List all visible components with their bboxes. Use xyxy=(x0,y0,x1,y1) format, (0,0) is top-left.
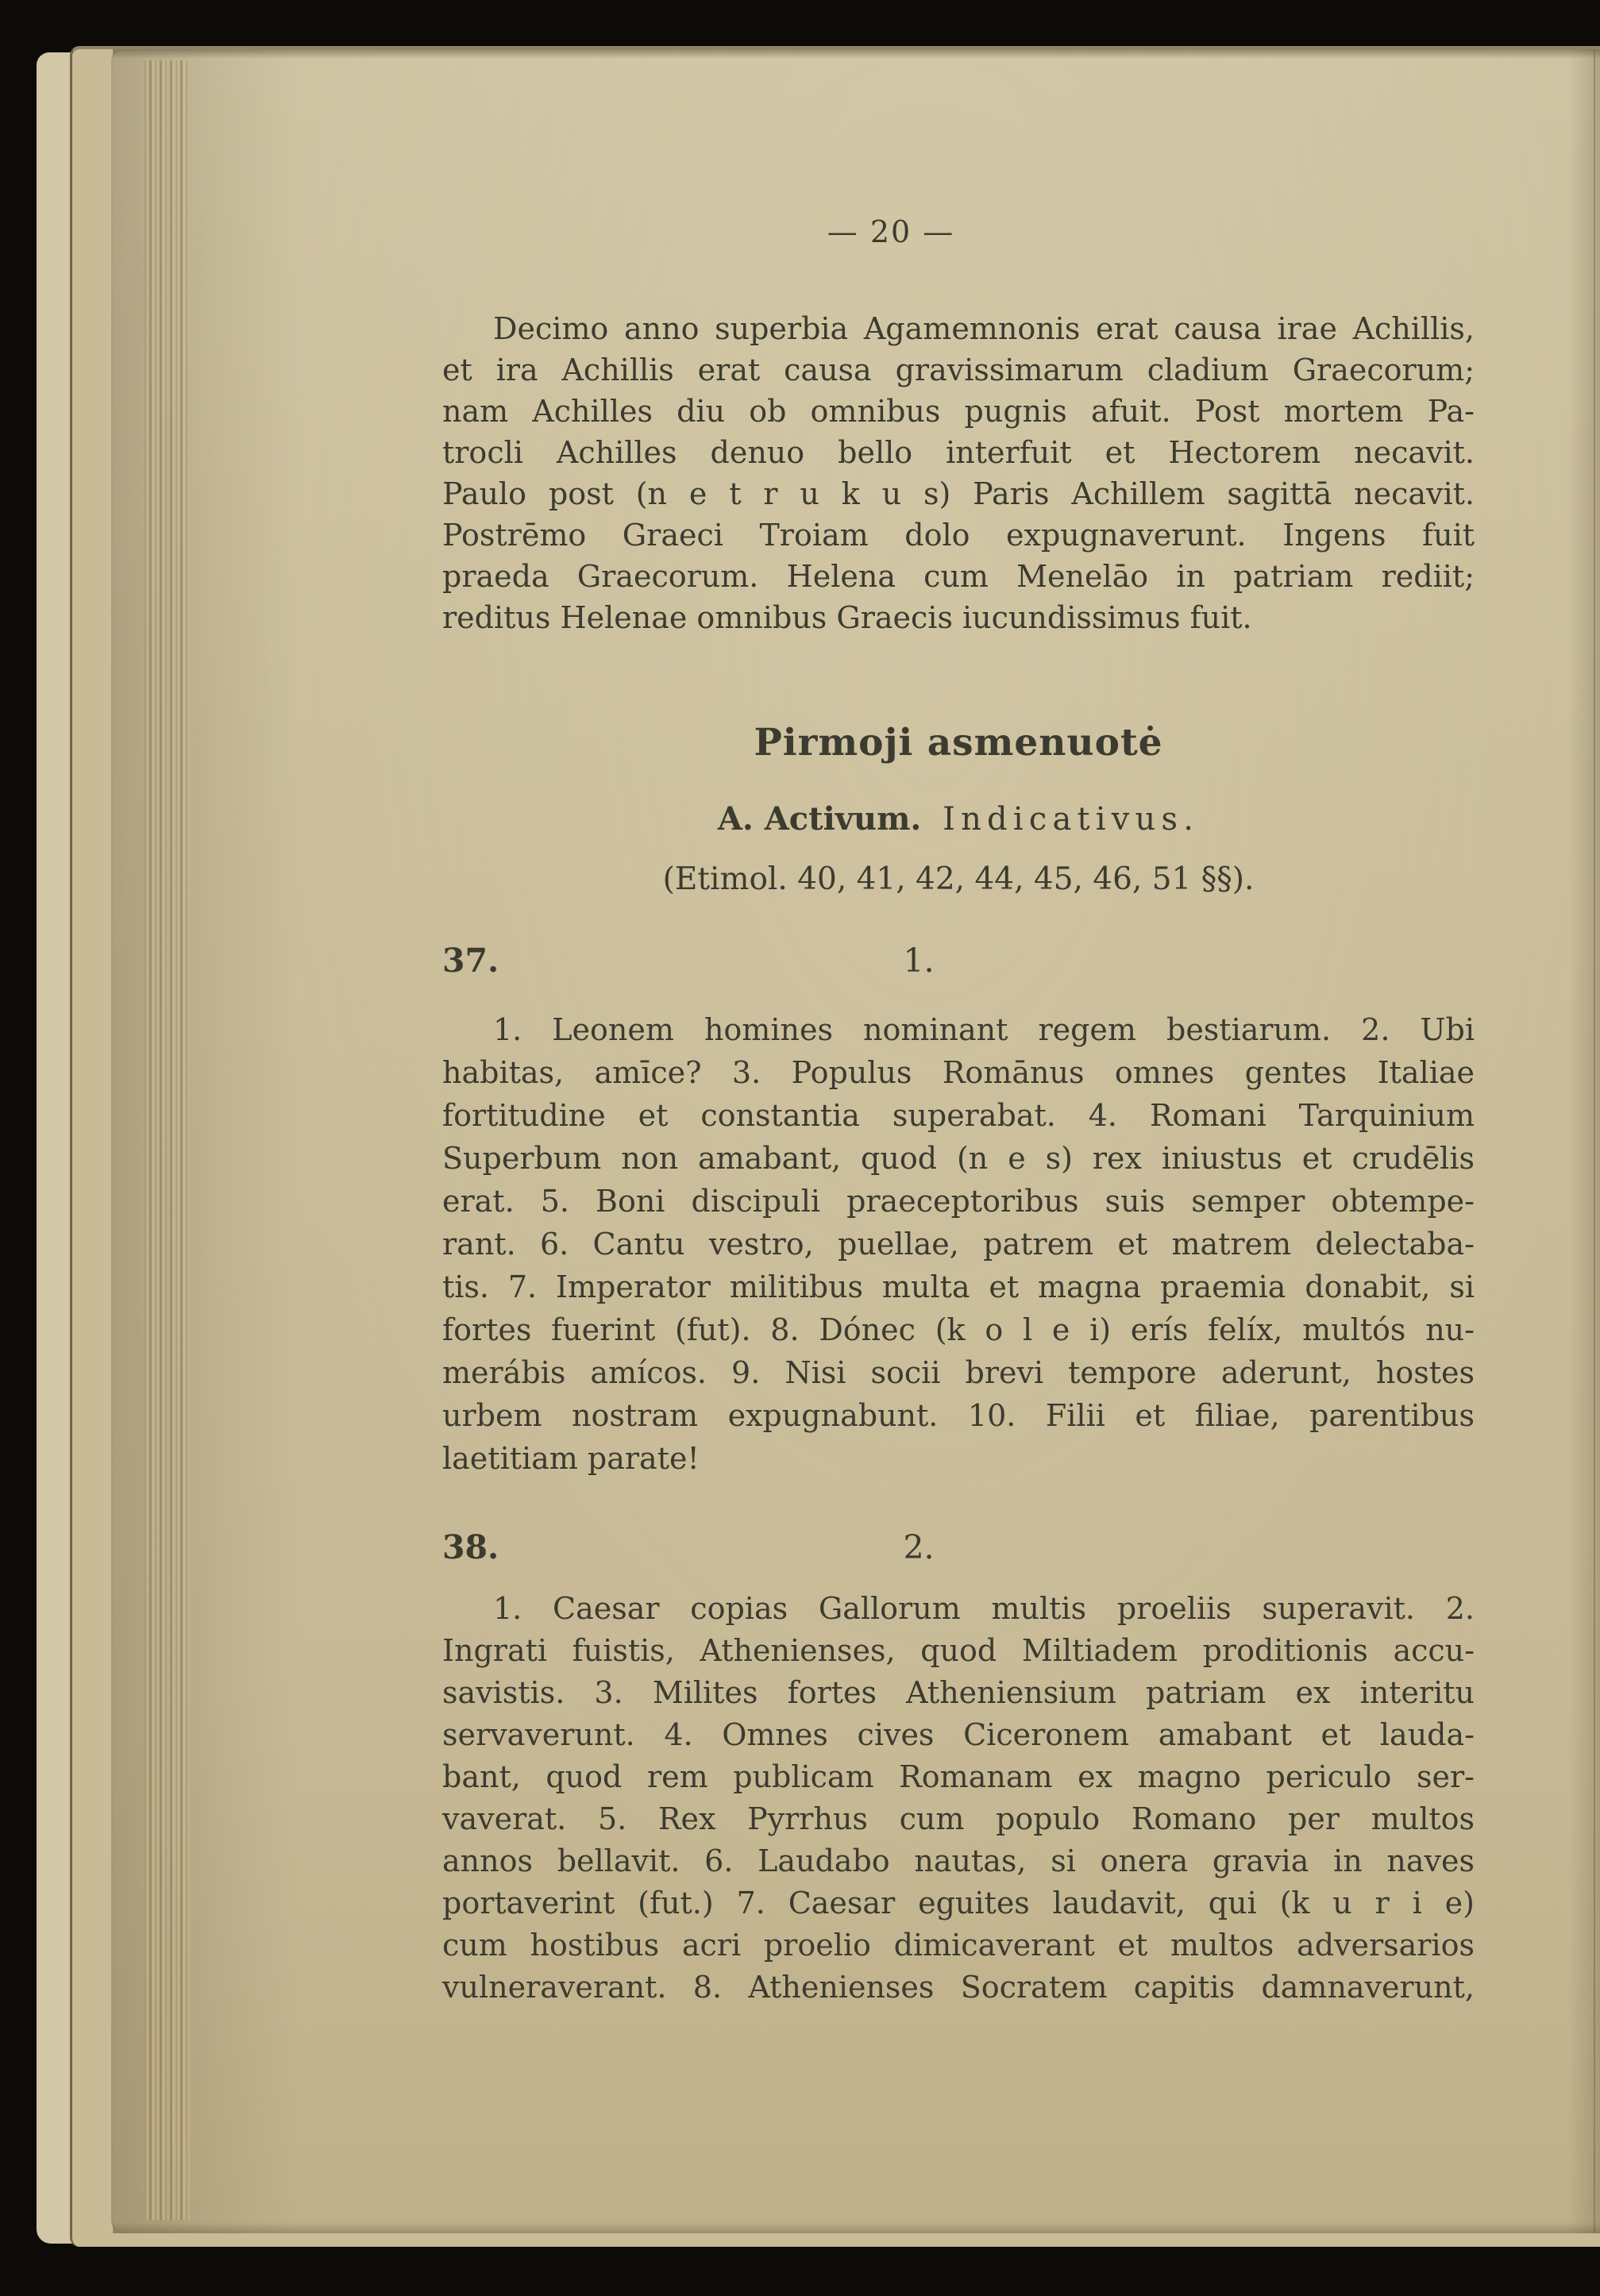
text-line: savistis. 3. Milites fortes Atheniensium patriam ex interitu xyxy=(442,1675,1475,1710)
binding-gutter-shadow xyxy=(113,49,299,2233)
subtitle-activum: A. Activum. xyxy=(717,800,922,838)
subtitle-indicativus: Indicativus. xyxy=(943,801,1200,838)
section-title: Pirmoji asmenuotė xyxy=(754,721,1163,765)
text-line: merábis amícos. 9. Nisi socii brevi tempore aderunt, hostes xyxy=(442,1355,1475,1390)
page-fold-line xyxy=(1594,49,1595,2233)
text-line: cum hostibus acri proelio dimicaverant et multos adversarios xyxy=(442,1928,1475,1963)
text-line: nam Achilles diu ob omnibus pugnis afuit. Post mortem Pa- xyxy=(442,394,1475,429)
text-line: servaverunt. 4. Omnes cives Ciceronem amabant et lauda- xyxy=(442,1717,1475,1752)
text-line: Paulo post (n e t r u k u s) Paris Achillem sagittā necavit. xyxy=(442,476,1475,511)
text-line: Postrēmo Graeci Troiam dolo expugnaverunt. Ingens fuit xyxy=(442,518,1475,553)
text-line: habitas, amīce? 3. Populus Romānus omnes gentes Italiae xyxy=(442,1055,1475,1090)
text-line: bant, quod rem publicam Romanam ex magno periculo ser- xyxy=(442,1759,1475,1794)
page-content xyxy=(442,49,1475,2233)
text-line: et ira Achillis erat causa gravissimarum cladium Graecorum; xyxy=(442,352,1475,387)
exercise-1-heading: 1. xyxy=(903,942,935,980)
exercise-38-header xyxy=(442,1528,1475,1573)
text-line: 1. Caesar copias Gallorum multis proeliis superavit. 2. xyxy=(493,1591,1475,1626)
text-line: fortes fuerint (fut). 8. Dónec (k o l e i) erís felíx, multós nu- xyxy=(442,1312,1475,1347)
text-line: tis. 7. Imperator militibus multa et magna praemia donabit, si xyxy=(442,1269,1475,1304)
intro-paragraph xyxy=(442,308,1475,638)
text-line: urbem nostram expugnabunt. 10. Filii et filiae, parentibus xyxy=(442,1398,1475,1433)
text-line: praeda Graecorum. Helena cum Menelāo in patriam rediit; xyxy=(442,559,1475,594)
text-line: annos bellavit. 6. Laudabo nautas, si onera gravia in naves xyxy=(442,1843,1475,1878)
text-line: 1. Leonem homines nominant regem bestiarum. 2. Ubi xyxy=(493,1012,1475,1047)
exercise-1-text xyxy=(442,1008,1475,1480)
text-line: vulneraverant. 8. Athenienses Socratem capitis damnaverunt, xyxy=(442,1970,1475,2005)
text-line: erat. 5. Boni discipuli praeceptoribus suis semper obtempe- xyxy=(442,1184,1475,1219)
text-line: vaverat. 5. Rex Pyrrhus cum populo Romano per multos xyxy=(442,1801,1475,1836)
exercise-38-margin-number: 38. xyxy=(442,1528,499,1566)
fore-edge-shading xyxy=(1568,49,1600,2233)
section-reference: (Etimol. 40, 41, 42, 44, 45, 46, 51 §§). xyxy=(662,861,1255,897)
text-line: Superbum non amabant, quod (n e s) rex iniustus et crudēlis xyxy=(442,1141,1475,1176)
exercise-2-heading: 2. xyxy=(903,1528,935,1566)
text-line: laetitiam parate! xyxy=(442,1441,700,1476)
text-line: rant. 6. Cantu vestro, puellae, patrem et matrem delectaba- xyxy=(442,1227,1475,1262)
text-line: fortitudine et constantia superabat. 4. Romani Tarquinium xyxy=(442,1098,1475,1133)
exercise-2-text xyxy=(442,1588,1475,2009)
book-page xyxy=(111,49,1600,2233)
stacked-page-edges xyxy=(145,60,191,2220)
text-line: portaverint (fut.) 7. Caesar eguites laudavit, qui (k u r i e) xyxy=(442,1886,1475,1920)
text-line: reditus Helenae omnibus Graecis iucundissimus fuit. xyxy=(442,600,1252,635)
page-number: — 20 — xyxy=(827,214,955,249)
text-line: trocli Achilles denuo bello interfuit et Hectorem necavit. xyxy=(442,435,1475,470)
exercise-37-header xyxy=(442,942,1475,986)
text-line: Decimo anno superbia Agamemnonis erat causa irae Achillis, xyxy=(493,311,1475,346)
exercise-37-margin-number: 37. xyxy=(442,942,499,980)
section-subtitle xyxy=(442,800,1475,838)
text-line: Ingrati fuistis, Athenienses, quod Miltiadem proditionis accu- xyxy=(442,1633,1475,1668)
